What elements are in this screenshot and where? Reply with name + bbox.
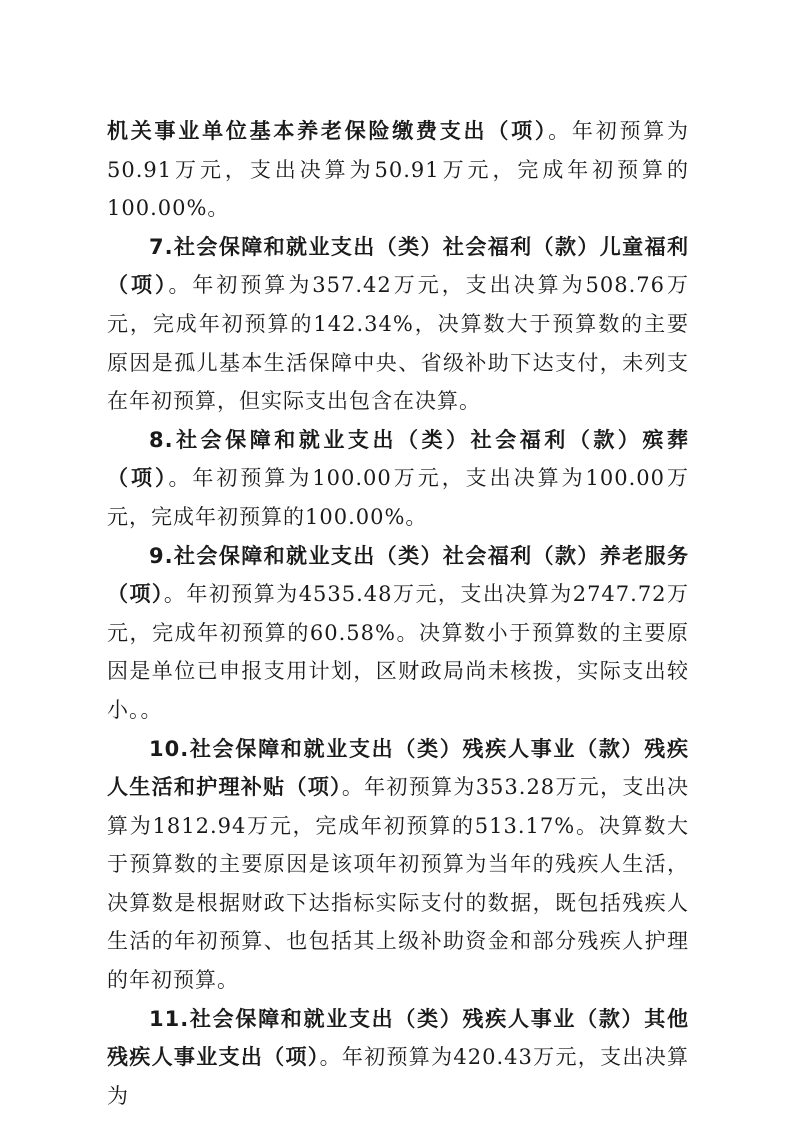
paragraph-pension-contribution	[107, 112, 689, 228]
item-body: 。年初预算为357.42万元，支出决算为508.76万元，完成年初预算的142.34%，决算数大于预算数的主要原因是孤儿基本生活保障中央、省级补助下达支付，未列支在年初预算，但实际支出包含在决算。	[107, 273, 690, 414]
paragraph-funeral	[107, 421, 689, 537]
item-heading: 11.社会保障和就业支出（类）残疾人事业（款）其他残疾人事业支出（项）	[107, 1006, 689, 1070]
paragraph-other-disability	[107, 1000, 689, 1116]
item-body: 。年初预算为353.28万元，支出决算为1812.94万元，完成年初预算的513.17%。决算数大于预算数的主要原因是该项年初预算为当年的残疾人生活，决算数是根据财政下达指标实际支付的数据，既包括残疾人生活的年初预算、也包括其上级补助资金和部分残疾人护理的年初预算。	[107, 775, 689, 993]
paragraph-elderly-care	[107, 537, 689, 730]
item-heading: 机关事业单位基本养老保险缴费支出（项）	[107, 119, 549, 143]
item-body: 。年初预算为420.43万元，支出决算为	[107, 1045, 690, 1108]
document-page	[107, 112, 689, 1115]
item-heading: 9.社会保障和就业支出（类）社会福利（款）养老服务（项）	[107, 543, 689, 607]
item-heading: 7.社会保障和就业支出（类）社会福利（款）儿童福利（项）	[107, 234, 689, 298]
item-body: 。年初预算为4535.48万元，支出决算为2747.72万元，完成年初预算的60.58%。决算数小于预算数的主要原因是单位已申报支用计划，区财政局尚未核拨，实际支出较小。。	[107, 582, 690, 722]
item-heading: 10.社会保障和就业支出（类）残疾人事业（款）残疾人生活和护理补贴（项）	[107, 736, 689, 800]
paragraph-child-welfare	[107, 228, 689, 421]
item-body: 。年初预算为100.00万元，支出决算为100.00万元，完成年初预算的100.00%。	[107, 466, 690, 529]
item-heading: 8.社会保障和就业支出（类）社会福利（款）殡葬（项）	[107, 427, 689, 491]
item-body: 。年初预算为50.91万元，支出决算为50.91万元，完成年初预算的100.00%。	[107, 119, 690, 221]
paragraph-disability-subsidy	[107, 730, 689, 1000]
